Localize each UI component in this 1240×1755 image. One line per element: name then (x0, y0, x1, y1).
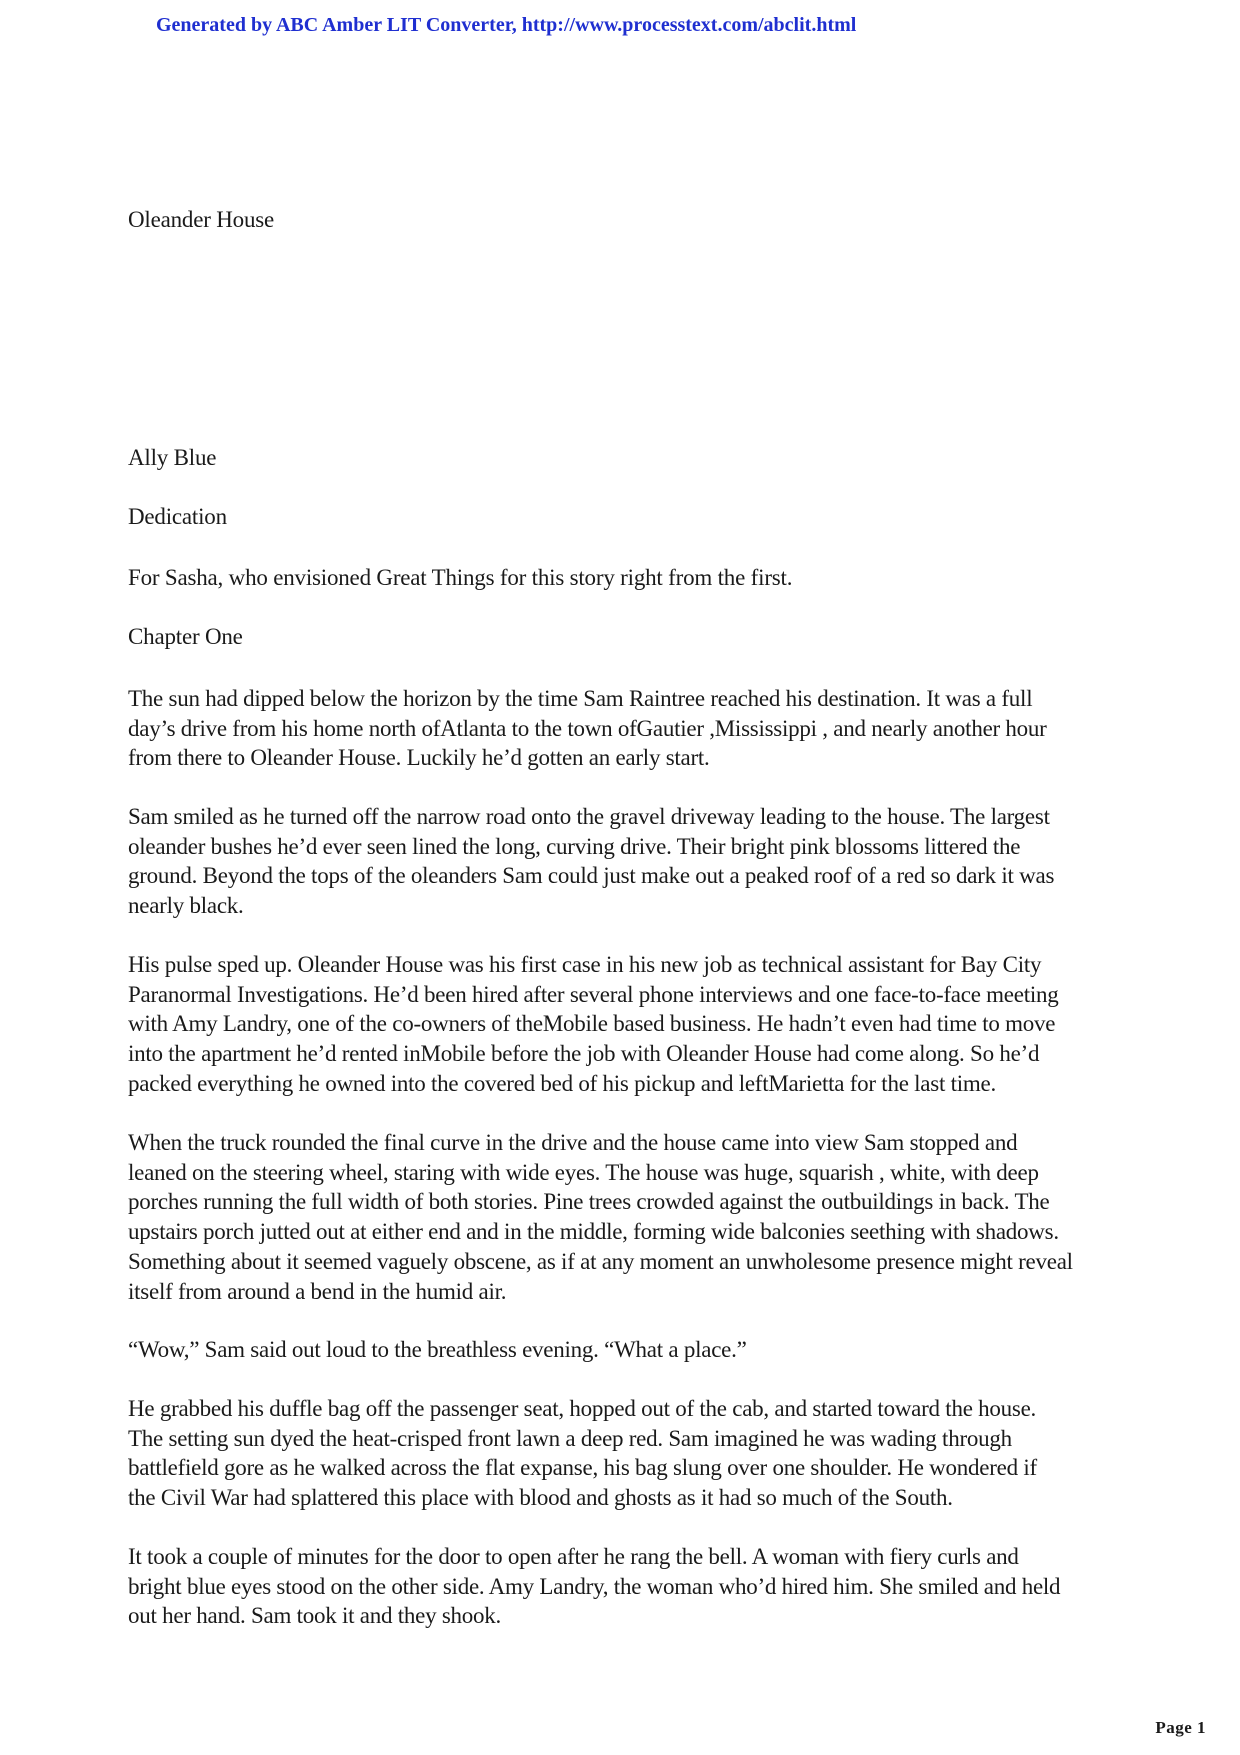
paragraph-line: bright blue eyes stood on the other side. Amy Landry, the woman who’d hired him. She smiled and held (128, 1573, 1061, 1599)
dedication-heading: Dedication (128, 504, 227, 529)
paragraph-line: battlefield gore as he walked across the flat expanse, his bag slung over one shoulder. He wondered if (128, 1455, 1037, 1481)
dedication-text: For Sasha, who envisioned Great Things for this story right from the first. (128, 565, 793, 590)
paragraph-line: packed everything he owned into the covered bed of his pickup and leftMarietta for the last time. (128, 1070, 996, 1096)
paragraph-line: out her hand. Sam took it and they shook. (128, 1603, 502, 1629)
paragraph-line: His pulse sped up. Oleander House was his first case in his new job as technical assistant for Bay City (128, 952, 1042, 977)
paragraph-line: oleander bushes he’d ever seen lined the long, curving drive. Their bright pink blossoms littered the (128, 833, 1021, 859)
author-name: Ally Blue (128, 445, 217, 470)
paragraph-line: nearly black. (128, 893, 244, 919)
paragraph-line: leaned on the steering wheel, staring with wide eyes. The house was huge, squarish , white, with deep (128, 1159, 1039, 1185)
paragraph-line: “Wow,” Sam said out loud to the breathless evening. “What a place.” (128, 1337, 747, 1362)
chapter-heading: Chapter One (128, 624, 243, 649)
paragraph-line: porches running the full width of both stories. Pine trees crowded against the outbuildings in back. The (128, 1189, 1050, 1215)
paragraph-6 (128, 1394, 1128, 1513)
converter-header-link[interactable]: Generated by ABC Amber LIT Converter, http://www.processtext.com/abclit.html (156, 14, 857, 36)
paragraph-line: Sam smiled as he turned off the narrow road onto the gravel driveway leading to the house. The largest (128, 804, 1050, 829)
paragraph-line: day’s drive from his home north ofAtlanta to the town ofGautier ,Mississippi , and nearly another hour (128, 715, 1047, 741)
paragraph-line: into the apartment he’d rented inMobile before the job with Oleander House had come along. So he’d (128, 1041, 1040, 1067)
page-number: Page 1 (1155, 1718, 1206, 1737)
paragraph-2 (128, 802, 1128, 921)
paragraph-4 (128, 1128, 1128, 1306)
paragraph-line: from there to Oleander House. Luckily he’d gotten an early start. (128, 745, 710, 771)
paragraph-3 (128, 950, 1128, 1099)
paragraph-line: upstairs porch jutted out at either end and in the middle, forming wide balconies seething with shadows. (128, 1219, 1059, 1245)
paragraph-7 (128, 1542, 1128, 1631)
paragraph-line: The setting sun dyed the heat-crisped front lawn a deep red. Sam imagined he was wading through (128, 1425, 1012, 1451)
paragraph-line: When the truck rounded the final curve in the drive and the house came into view Sam stopped and (128, 1130, 1018, 1155)
paragraph-line: Paranormal Investigations. He’d been hired after several phone interviews and one face-to-face meeting (128, 981, 1059, 1007)
paragraph-line: with Amy Landry, one of the co-owners of theMobile based business. He hadn’t even had time to move (128, 1011, 1056, 1037)
paragraph-line: The sun had dipped below the horizon by the time Sam Raintree reached his destination. It was a full (128, 686, 1033, 711)
paragraph-line: ground. Beyond the tops of the oleanders Sam could just make out a peaked roof of a red so dark it was (128, 863, 1055, 889)
paragraph-line: itself from around a bend in the humid air. (128, 1278, 507, 1304)
paragraph-line: Something about it seemed vaguely obscene, as if at any moment an unwholesome presence might reveal (128, 1248, 1073, 1274)
document-title: Oleander House (128, 207, 275, 232)
paragraph-line: He grabbed his duffle bag off the passenger seat, hopped out of the cab, and started toward the house. (128, 1396, 1037, 1421)
paragraph-line: It took a couple of minutes for the door to open after he rang the bell. A woman with fiery curls and (128, 1544, 1019, 1569)
paragraph-1 (128, 684, 1128, 773)
paragraph-5 (128, 1335, 1128, 1365)
paragraph-line: the Civil War had splattered this place with blood and ghosts as it had so much of the South. (128, 1485, 953, 1511)
